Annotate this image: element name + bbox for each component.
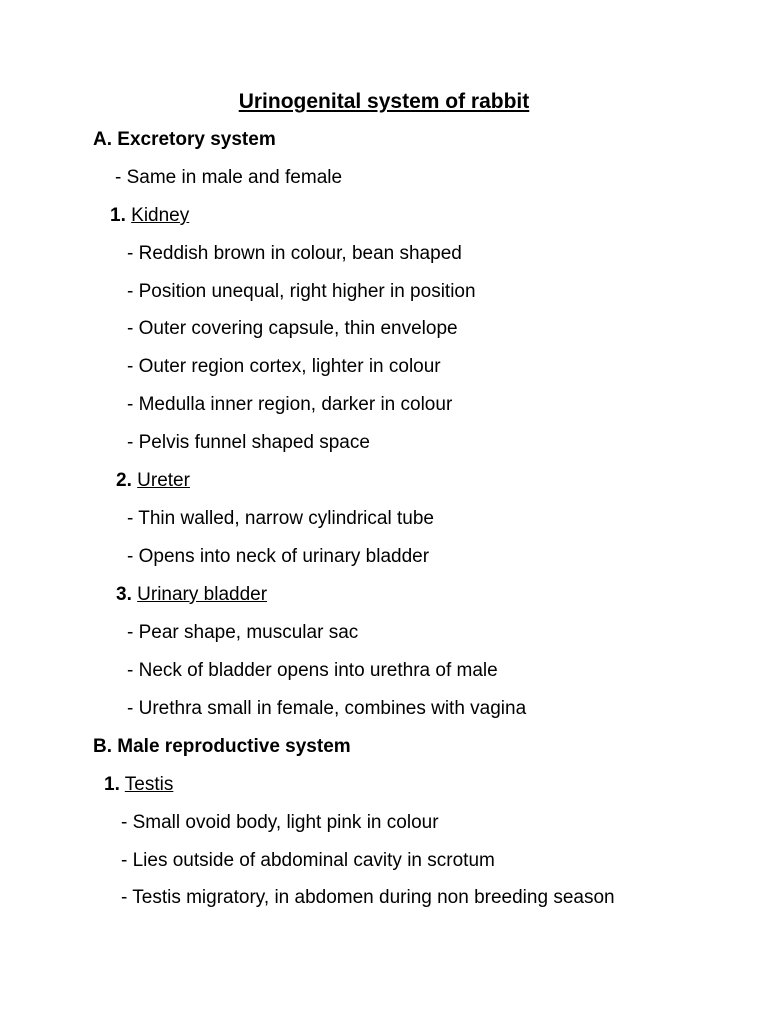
- part-name: Urinary bladder: [137, 584, 268, 605]
- testis-point: - Lies outside of abdominal cavity in scrotum: [121, 850, 495, 871]
- section-intro: - Same in male and female: [115, 167, 343, 188]
- part-heading-ureter: [116, 470, 190, 492]
- ureter-point: - Thin walled, narrow cylindrical tube: [127, 508, 434, 529]
- kidney-point: - Outer region cortex, lighter in colour: [127, 356, 441, 377]
- bladder-point: - Neck of bladder opens into urethra of male: [127, 660, 498, 681]
- ureter-point: - Opens into neck of urinary bladder: [127, 546, 430, 567]
- kidney-point: - Position unequal, right higher in position: [127, 281, 476, 302]
- kidney-point: - Medulla inner region, darker in colour: [127, 394, 453, 415]
- part-number: 3.: [116, 584, 132, 605]
- kidney-point: - Outer covering capsule, thin envelope: [127, 318, 458, 339]
- part-name: Ureter: [137, 470, 190, 491]
- bladder-point: - Urethra small in female, combines with vagina: [127, 698, 527, 719]
- part-number: 2.: [116, 470, 132, 491]
- part-name: Kidney: [131, 205, 190, 226]
- part-heading-kidney: [110, 205, 189, 227]
- bladder-point: - Pear shape, muscular sac: [127, 622, 359, 643]
- part-heading-urinary-bladder: [116, 584, 267, 606]
- kidney-point: - Reddish brown in colour, bean shaped: [127, 243, 462, 264]
- section-heading-excretory: A. Excretory system: [93, 129, 276, 150]
- document-title: Urinogenital system of rabbit: [238, 90, 530, 113]
- section-heading-male-reproductive: B. Male reproductive system: [93, 736, 351, 757]
- testis-point: - Small ovoid body, light pink in colour: [121, 812, 439, 833]
- part-heading-testis: [104, 774, 173, 796]
- testis-point: - Testis migratory, in abdomen during non breeding season: [121, 887, 615, 908]
- part-number: 1.: [110, 205, 126, 226]
- kidney-point: - Pelvis funnel shaped space: [127, 432, 370, 453]
- part-name: Testis: [124, 774, 174, 795]
- part-number: 1.: [104, 774, 120, 795]
